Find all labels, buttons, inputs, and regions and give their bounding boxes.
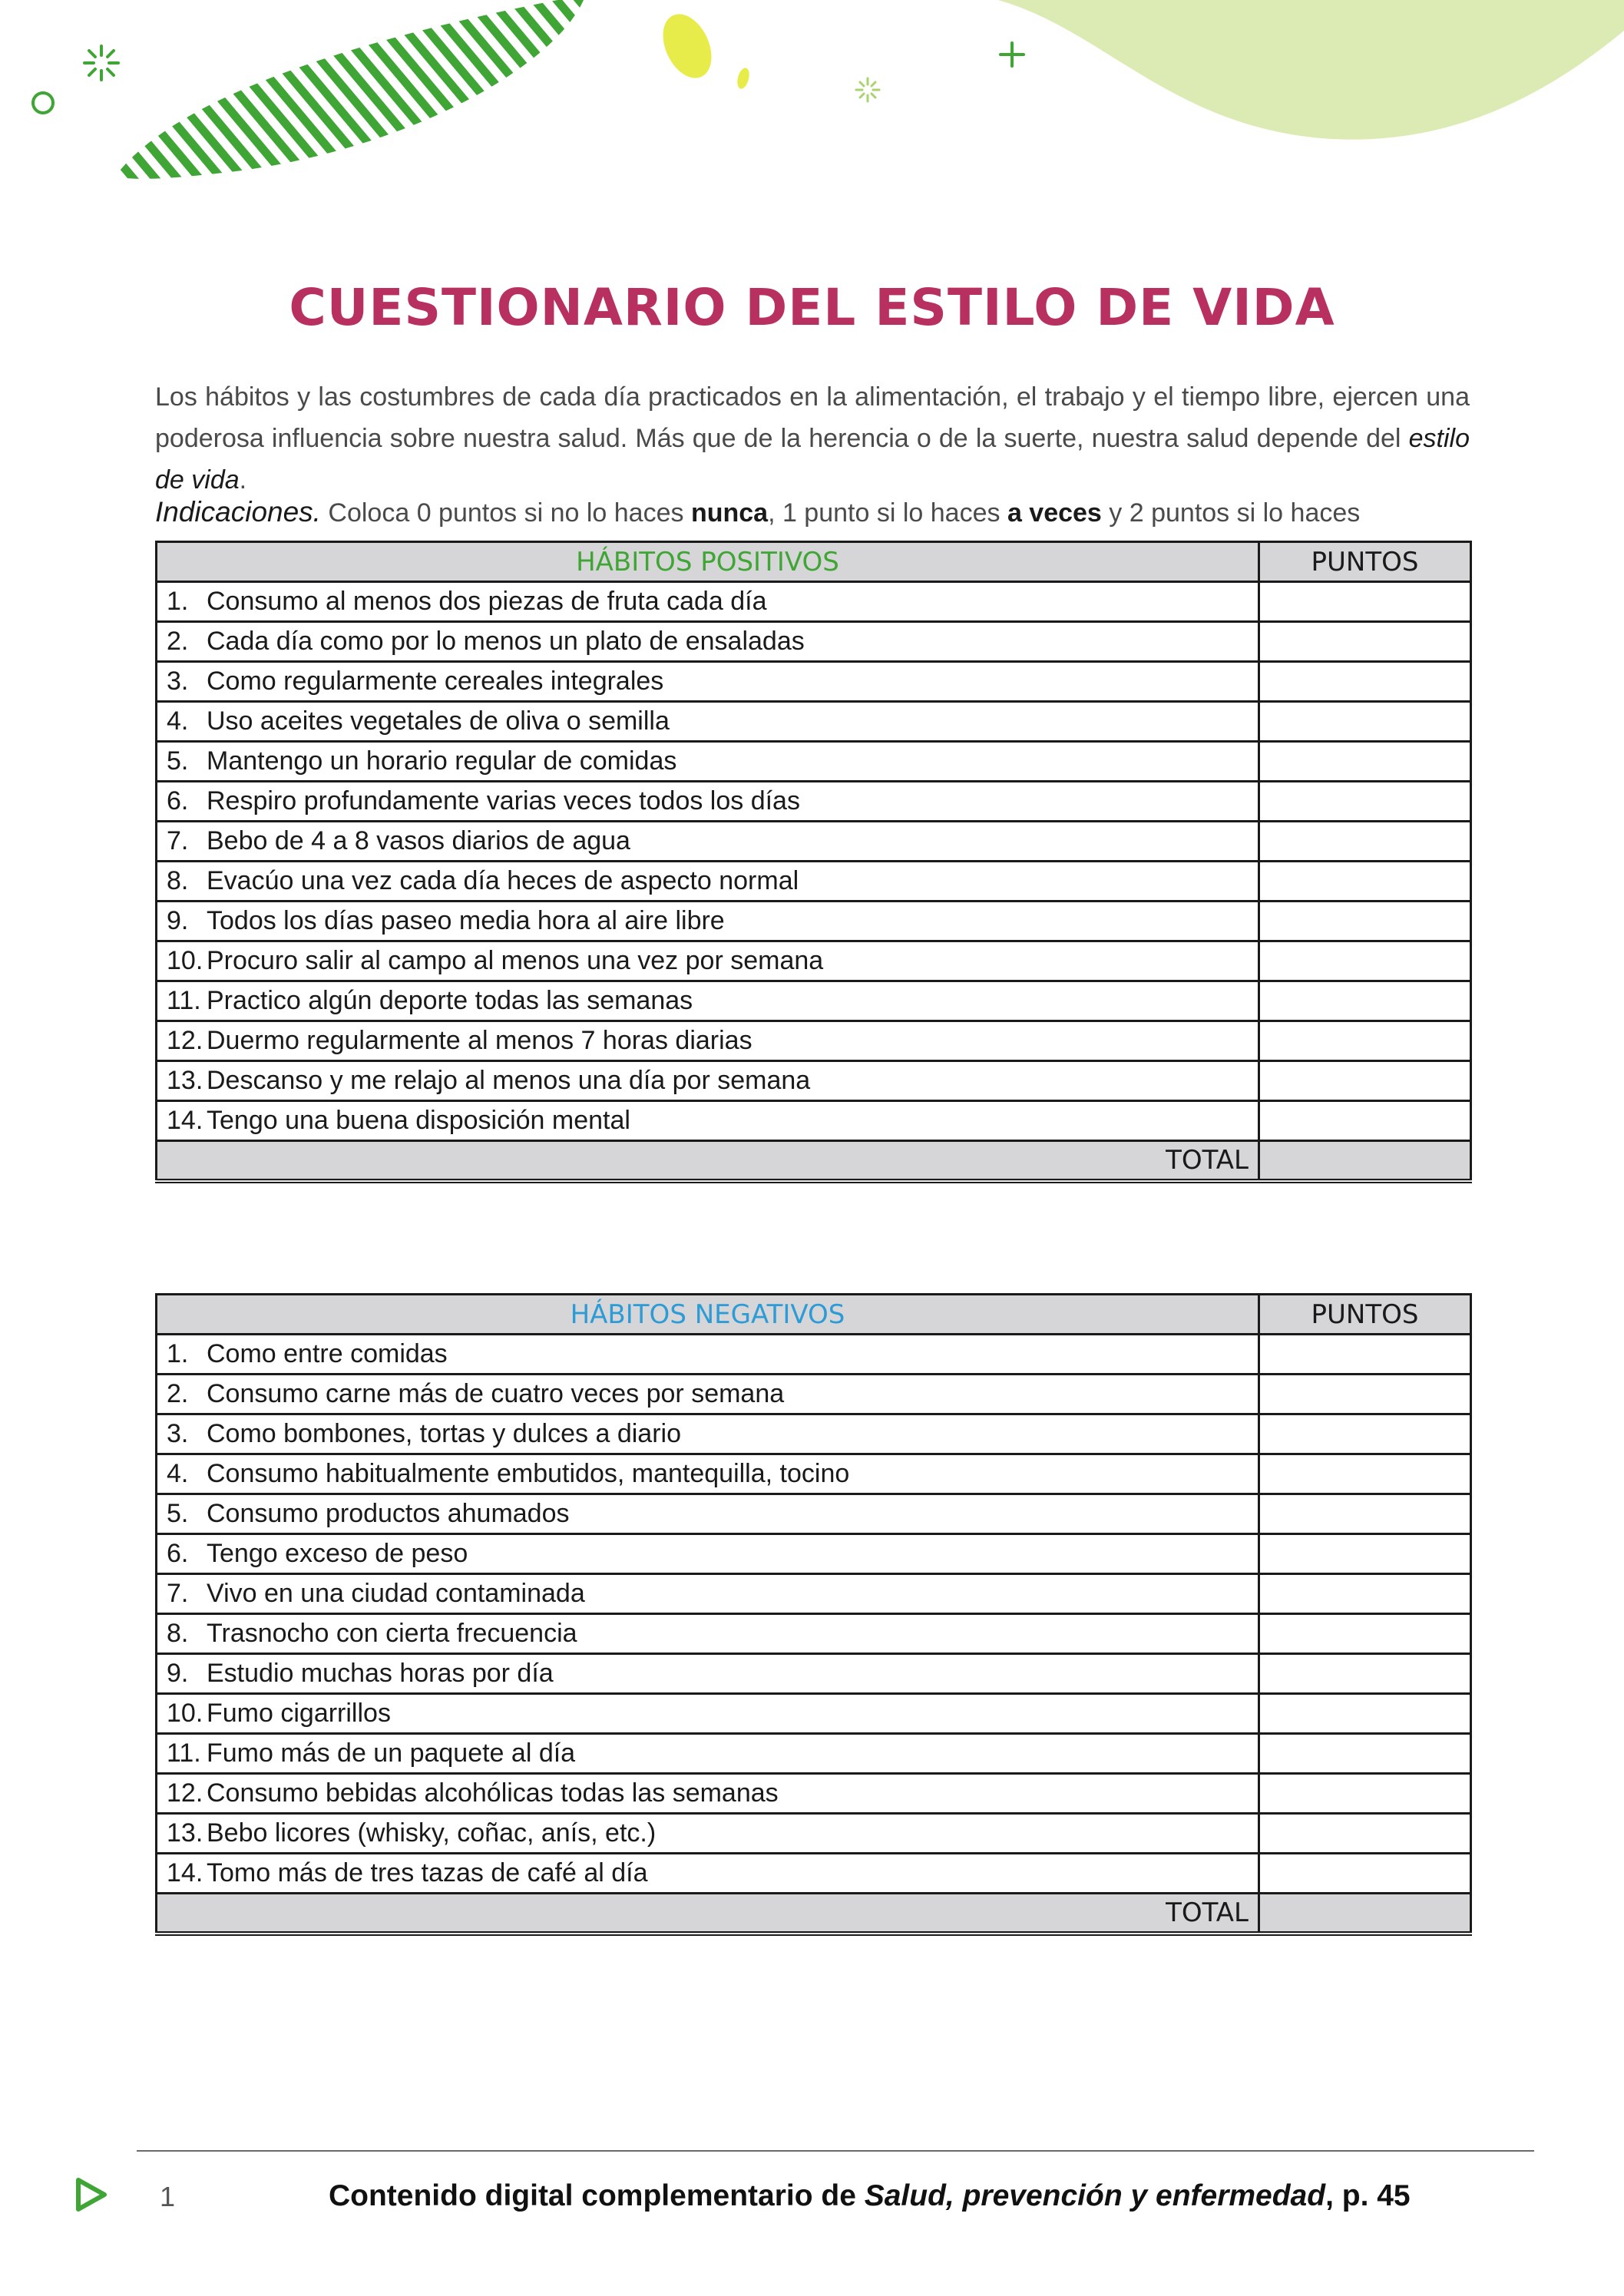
habit-number: 6.: [167, 786, 189, 816]
habit-item: [157, 1414, 1259, 1454]
table-row: [157, 1854, 1471, 1894]
habit-text: Practico algún deporte todas las semanas: [207, 986, 693, 1015]
total-label: TOTAL: [157, 1141, 1259, 1181]
habit-item: [157, 662, 1259, 702]
table-row: [157, 1375, 1471, 1414]
habit-number: 11.: [167, 986, 201, 1015]
habit-number: 2.: [167, 1379, 189, 1408]
table-row: [157, 822, 1471, 862]
table-row: [157, 782, 1471, 822]
yellow-drop-small: [736, 67, 752, 91]
instructions-sometimes: a veces: [1007, 498, 1102, 528]
habit-item: [157, 1375, 1259, 1414]
habit-number: 4.: [167, 706, 189, 736]
habit-number: 10.: [167, 1699, 203, 1728]
table-row: [157, 1454, 1471, 1494]
table-row: [157, 862, 1471, 902]
footer-suffix: , p. 45: [1325, 2179, 1411, 2212]
habit-text: Procuro salir al campo al menos una vez por semana: [207, 946, 824, 975]
table-row: [157, 1021, 1471, 1061]
habit-text: Como regularmente cereales integrales: [207, 667, 664, 696]
instructions-text: , 1 punto si lo haces: [768, 498, 1007, 528]
habit-text: Como entre comidas: [207, 1339, 448, 1368]
points-cell[interactable]: [1259, 1774, 1471, 1814]
habit-number: 2.: [167, 627, 189, 656]
points-cell[interactable]: [1259, 582, 1471, 622]
habit-text: Mantengo un horario regular de comidas: [207, 746, 677, 776]
habit-item: [157, 981, 1259, 1021]
habit-text: Cada día como por lo menos un plato de ensaladas: [207, 627, 805, 656]
points-cell[interactable]: [1259, 1694, 1471, 1734]
habit-text: Consumo carne más de cuatro veces por semana: [207, 1379, 785, 1408]
positive-habits-table: [155, 541, 1472, 1183]
habit-text: Tengo exceso de peso: [207, 1539, 468, 1568]
habit-item: [157, 1494, 1259, 1534]
table-row: [157, 1774, 1471, 1814]
instructions-lead: Indicaciones.: [155, 496, 321, 528]
table-row: [157, 1101, 1471, 1141]
habit-number: 10.: [167, 946, 203, 975]
points-cell[interactable]: [1259, 1375, 1471, 1414]
points-header: PUNTOS: [1259, 542, 1471, 582]
points-cell[interactable]: [1259, 1854, 1471, 1894]
habit-item: [157, 1454, 1259, 1494]
habit-number: 12.: [167, 1026, 203, 1055]
habit-text: Consumo al menos dos piezas de fruta cada día: [207, 587, 767, 616]
habit-number: 3.: [167, 667, 189, 696]
habit-text: Consumo bebidas alcohólicas todas las semanas: [207, 1778, 779, 1808]
habit-number: 13.: [167, 1066, 203, 1095]
table-row: [157, 662, 1471, 702]
sparkle-icon: [84, 46, 118, 80]
instructions-text: Coloca 0 puntos si no lo haces: [320, 498, 691, 528]
habit-number: 9.: [167, 906, 189, 935]
habit-item: [157, 941, 1259, 981]
table-row: [157, 622, 1471, 662]
total-row: [157, 1894, 1471, 1934]
total-points-cell[interactable]: [1259, 1894, 1471, 1934]
footer-divider: [137, 2150, 1534, 2152]
table-header-row: [157, 1295, 1471, 1335]
points-cell[interactable]: [1259, 1614, 1471, 1654]
habit-text: Fumo cigarrillos: [207, 1699, 391, 1728]
habit-item: [157, 742, 1259, 782]
points-cell[interactable]: [1259, 1414, 1471, 1454]
points-cell[interactable]: [1259, 1534, 1471, 1574]
table-row: [157, 902, 1471, 941]
habit-number: 8.: [167, 866, 189, 895]
table-row: [157, 582, 1471, 622]
table-row: [157, 941, 1471, 981]
habit-text: Consumo habitualmente embutidos, mantequilla, tocino: [207, 1459, 850, 1488]
table-row: [157, 1061, 1471, 1101]
habit-text: Vivo en una ciudad contaminada: [207, 1579, 585, 1608]
points-cell[interactable]: [1259, 1101, 1471, 1141]
sparkle-icon: [856, 78, 879, 101]
points-cell[interactable]: [1259, 782, 1471, 822]
instructions-never: nunca: [690, 498, 769, 528]
habit-number: 14.: [167, 1106, 203, 1135]
points-cell[interactable]: [1259, 1814, 1471, 1854]
intro-paragraph: [155, 376, 1470, 501]
intro-text: Los hábitos y las costumbres de cada día practicados en la alimentación, el trabajo y el tiempo libre, ejercen una poderosa influencia sobre nuestra salud. Más que de la herencia o de la suerte, nuestra salud depende del: [155, 382, 1470, 453]
points-cell[interactable]: [1259, 1734, 1471, 1774]
habit-item: [157, 1021, 1259, 1061]
positive-habits-header: HÁBITOS POSITIVOS: [157, 542, 1259, 582]
yellow-drop-large: [653, 6, 721, 85]
footer-book-title: Salud, prevención y enfermedad: [864, 2179, 1326, 2212]
habit-text: Descanso y me relajo al menos una día por semana: [207, 1066, 811, 1095]
habit-item: [157, 1774, 1259, 1814]
habit-item: [157, 1534, 1259, 1574]
table-row: [157, 1335, 1471, 1375]
habit-number: 9.: [167, 1659, 189, 1688]
habit-item: [157, 902, 1259, 941]
plus-icon: [1001, 43, 1024, 66]
light-green-blob: [960, 0, 1624, 140]
habit-text: Como bombones, tortas y dulces a diario: [207, 1419, 681, 1448]
instructions-text: y 2 puntos si lo haces: [1101, 498, 1361, 528]
total-row: [157, 1141, 1471, 1181]
habit-text: Bebo de 4 a 8 vasos diarios de agua: [207, 826, 630, 855]
points-cell[interactable]: [1259, 822, 1471, 862]
points-cell[interactable]: [1259, 622, 1471, 662]
table-row: [157, 1414, 1471, 1454]
habit-number: 5.: [167, 1499, 189, 1528]
habit-item: [157, 1574, 1259, 1614]
points-cell[interactable]: [1259, 1454, 1471, 1494]
habit-number: 14.: [167, 1858, 203, 1887]
habit-number: 1.: [167, 1339, 189, 1368]
habit-text: Todos los días paseo media hora al aire libre: [207, 906, 725, 935]
habit-text: Uso aceites vegetales de oliva o semilla: [207, 706, 670, 736]
habit-number: 8.: [167, 1619, 189, 1648]
habit-number: 7.: [167, 826, 189, 855]
habit-item: [157, 862, 1259, 902]
points-cell[interactable]: [1259, 1335, 1471, 1375]
habit-item: [157, 1335, 1259, 1375]
table-row: [157, 1574, 1471, 1614]
habit-item: [157, 1854, 1259, 1894]
striped-leaf-shape: [107, 0, 614, 184]
points-cell[interactable]: [1259, 1654, 1471, 1694]
negative-habits-header: HÁBITOS NEGATIVOS: [157, 1295, 1259, 1335]
habit-text: Tengo una buena disposición mental: [207, 1106, 630, 1135]
habit-text: Estudio muchas horas por día: [207, 1659, 554, 1688]
habit-text: Tomo más de tres tazas de café al día: [207, 1858, 648, 1887]
table-row: [157, 1734, 1471, 1774]
habit-item: [157, 1061, 1259, 1101]
habit-item: [157, 702, 1259, 742]
total-points-cell[interactable]: [1259, 1141, 1471, 1181]
habit-text: Respiro profundamente varias veces todos los días: [207, 786, 800, 816]
play-triangle-icon: [74, 2176, 109, 2213]
habit-item: [157, 782, 1259, 822]
habit-item: [157, 1654, 1259, 1694]
habit-text: Fumo más de un paquete al día: [207, 1739, 576, 1768]
negative-habits-table: [155, 1293, 1472, 1936]
page-title: CUESTIONARIO DEL ESTILO DE VIDA: [289, 278, 1335, 337]
header-decoration: [0, 0, 1624, 200]
habit-number: 13.: [167, 1818, 203, 1848]
habit-item: [157, 1694, 1259, 1734]
points-cell[interactable]: [1259, 981, 1471, 1021]
points-cell[interactable]: [1259, 662, 1471, 702]
points-cell[interactable]: [1259, 941, 1471, 981]
habit-number: 5.: [167, 746, 189, 776]
intro-end: .: [239, 465, 247, 495]
table-row: [157, 1534, 1471, 1574]
table-header-row: [157, 542, 1471, 582]
table-row: [157, 1494, 1471, 1534]
habit-item: [157, 1101, 1259, 1141]
points-cell[interactable]: [1259, 862, 1471, 902]
habit-text: Evacúo una vez cada día heces de aspecto normal: [207, 866, 799, 895]
footer-prefix: Contenido digital complementario de: [329, 2179, 865, 2212]
habit-number: 1.: [167, 587, 189, 616]
table-row: [157, 1694, 1471, 1734]
habit-number: 12.: [167, 1778, 203, 1808]
habit-text: Consumo productos ahumados: [207, 1499, 570, 1528]
table-row: [157, 742, 1471, 782]
table-row: [157, 1654, 1471, 1694]
circle-icon: [33, 93, 53, 113]
habit-item: [157, 1814, 1259, 1854]
table-row: [157, 981, 1471, 1021]
habit-item: [157, 1614, 1259, 1654]
habit-item: [157, 622, 1259, 662]
habit-text: Bebo licores (whisky, coñac, anís, etc.): [207, 1818, 657, 1848]
habit-item: [157, 822, 1259, 862]
habit-text: Duermo regularmente al menos 7 horas diarias: [207, 1026, 752, 1055]
points-cell[interactable]: [1259, 1494, 1471, 1534]
habit-number: 7.: [167, 1579, 189, 1608]
habit-item: [157, 582, 1259, 622]
points-cell[interactable]: [1259, 742, 1471, 782]
table-row: [157, 1614, 1471, 1654]
points-cell[interactable]: [1259, 1061, 1471, 1101]
footer-citation: [329, 2179, 1411, 2213]
points-cell[interactable]: [1259, 1021, 1471, 1061]
habit-number: 3.: [167, 1419, 189, 1448]
points-cell[interactable]: [1259, 702, 1471, 742]
habit-text: Trasnocho con cierta frecuencia: [207, 1619, 577, 1648]
intro-emphasis: estilo de vida: [155, 424, 1470, 495]
page-number: 1: [160, 2181, 176, 2212]
points-header: PUNTOS: [1259, 1295, 1471, 1335]
points-cell[interactable]: [1259, 1574, 1471, 1614]
habit-number: 11.: [167, 1739, 201, 1768]
table-row: [157, 702, 1471, 742]
total-label: TOTAL: [157, 1894, 1259, 1934]
habit-number: 4.: [167, 1459, 189, 1488]
table-row: [157, 1814, 1471, 1854]
habit-number: 6.: [167, 1539, 189, 1568]
points-cell[interactable]: [1259, 902, 1471, 941]
habit-item: [157, 1734, 1259, 1774]
